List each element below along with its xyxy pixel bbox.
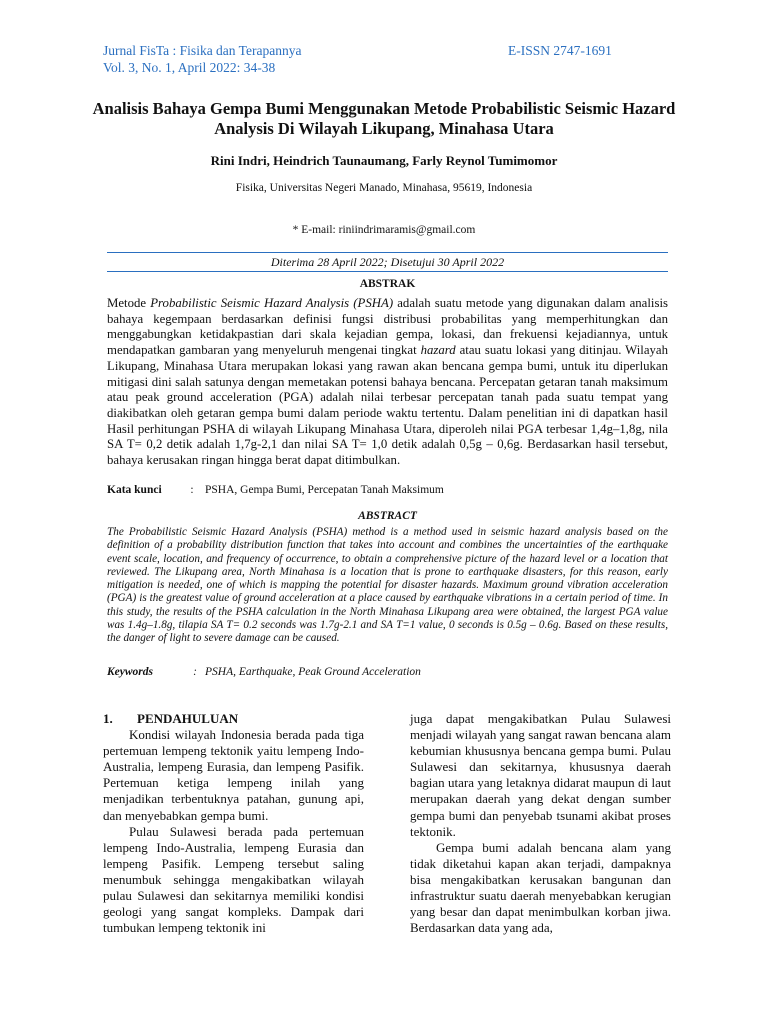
keywords-separator: : <box>193 666 197 678</box>
article-affiliation: Fisika, Universitas Negeri Manado, Minahasa, 95619, Indonesia <box>235 182 533 194</box>
keywords-label: Keywords <box>107 666 153 678</box>
abstrak-part2: adalah suatu metode yang digunakan dalam analisis bahaya kegempaan berdasarkan definisi fungsi distribusi probabilitas yang memperhitungkan dan menggabungkan ketidakpastian dari skala kejadian gempa, lokasi, dan frekuensi kejadiannya, untuk mendapatkan gambaran yang menyeluruh mengenai tingkat <box>107 296 668 358</box>
paragraph: Pulau Sulawesi berada pada pertemuan lempeng Indo-Australia, lempeng Eurasia dan lempeng Pasifik. Lempeng tersebut saling menumbuk sehingga mengakibatkan wilayah pulau Sulawesi dan sekitarnya memiliki kondisi geologi yang sangat kompleks. Dampak dari tumbukan lempeng tektonik ini <box>103 823 364 936</box>
abstrak-part1: Metode <box>107 296 151 310</box>
abstrak-heading: ABSTRAK <box>359 278 416 290</box>
abstrak-text <box>107 296 668 469</box>
kata-kunci-separator: : <box>190 484 194 496</box>
section-title: PENDAHULUAN <box>137 711 239 726</box>
article-dates: Diterima 28 April 2022; Disetujui 30 April 2022 <box>107 252 668 272</box>
journal-name: Jurnal FisTa : Fisika dan Terapannya <box>103 43 302 58</box>
journal-header-left <box>103 42 301 76</box>
body-column-right <box>410 711 671 936</box>
abstrak-psha-italic: Probabilistic Seismic Hazard Analysis (PSHA) <box>150 296 394 310</box>
abstract-text: The Probabilistic Seismic Hazard Analysis (PSHA) method is a method used in seismic hazard analysis based on the definition of a probability distribution function that takes into account and combines the uncertainties of the earthquake event scale, location, and frequency of occurrence, to obtain a comprehensive picture of the hazard level or a location that reviewed. The Likupang area, North Minahasa is a location that is prone to earthquake disasters, for this reason, early mitigation is needed, one of which is mapping the potential for disaster hazards. Maximum ground vibration acceleration (PGA) is the greatest value of ground acceleration at a place caused by earthquake vibrations in a certain period of time. In this study, the results of the PSHA calculation in the North Minahasa Likupang area were obtained, the largest PGA value was 1.4g–1.8g, tilapia SA T= 0.2 seconds was 1.7g-2.1 and SA T=1 value, 0 seconds is 0.5g – 0.6g. Based on these results, the danger of light to severe damage can be caused. <box>107 526 668 645</box>
journal-volume: Vol. 3, No. 1, April 2022: 34-38 <box>103 60 276 75</box>
kata-kunci-label: Kata kunci <box>107 484 162 496</box>
journal-issn: E-ISSN 2747-1691 <box>508 43 612 58</box>
article-email: * E-mail: riniindrimaramis@gmail.com <box>292 224 476 236</box>
kata-kunci-values: PSHA, Gempa Bumi, Percepatan Tanah Maksimum <box>205 484 444 496</box>
section-number: 1. <box>103 711 113 726</box>
body-column-left <box>103 711 364 936</box>
paragraph: juga dapat mengakibatkan Pulau Sulawesi menjadi wilayah yang sangat rawan bencana alam kebumian khususnya bencana gempa bumi. Pulau Sulawesi dan sekitarnya, khususnya daerah bagian utara yang letaknya didarat maupun di laut merupakan daerah yang dekat dengan sumber gempa bumi dan penyebab tsunami akibat proses tektonik. <box>410 711 671 839</box>
abstract-heading: ABSTRACT <box>358 510 417 522</box>
section-heading <box>103 711 364 727</box>
article-authors: Rini Indri, Heindrich Taunaumang, Farly Reynol Tumimomor <box>210 153 558 168</box>
paragraph: Kondisi wilayah Indonesia berada pada tiga pertemuan lempeng tektonik yaitu lempeng Indo-Australia, lempeng Eurasia, dan lempeng Pasifik. Pertemuan ketiga lempeng inilah yang menjadikan terbentuknya patahan, gunung api, dan menyebabkan gempa bumi. <box>103 727 364 823</box>
keywords-line <box>107 666 668 678</box>
paragraph: Gempa bumi adalah bencana alam yang tidak diketahui kapan akan terjadi, dampaknya bisa mengakibatkan kerusakan bangunan dan infrastruktur suatu daerah menyebabkan kerugian yang besar dan dapat menimbulkan korban jiwa. Berdasarkan data yang ada, <box>410 839 671 936</box>
abstrak-hazard-italic: hazard <box>420 343 456 358</box>
keywords-values: PSHA, Earthquake, Peak Ground Acceleration <box>205 666 421 678</box>
article-title: Analisis Bahaya Gempa Bumi Menggunakan Metode Probabilistic Seismic Hazard Analysis Di Wilayah Likupang, Minahasa Utara <box>92 99 676 138</box>
kata-kunci-line <box>107 484 668 496</box>
abstrak-part3: atau suatu lokasi yang ditinjau. Wilayah Likupang, Minahasa Utara merupakan lokasi yang rawan akan bencana gempa bumi, untuk itu diperlukan mitigasi dini salah satunya dengan memetakan potensi bahaya bencana. Percepatan getaran tanah maksimum atau peak ground acceleration (PGA) adalah nilai terbesar percepatan tanah pada suatu tempat yang diakibatkan oleh getaran gempa bumi dalam periode waktu tertentu. Dalam penelitian ini di dapatkan hasil Hasil perhitungan PSHA di wilayah Likupang Minahasa Utara, diperoleh nilai PGA terbesar 1,4g–1,8g, nila SA T= 0,2 detik adalah 1,7g-2,1 dan nilai SA T= 1,0 detik adalah 0,5g – 0,6g. Berdasarkan hasil tersebut, bahaya kerusakan ringan hingga berat dapat ditimbulkan. <box>107 343 668 468</box>
